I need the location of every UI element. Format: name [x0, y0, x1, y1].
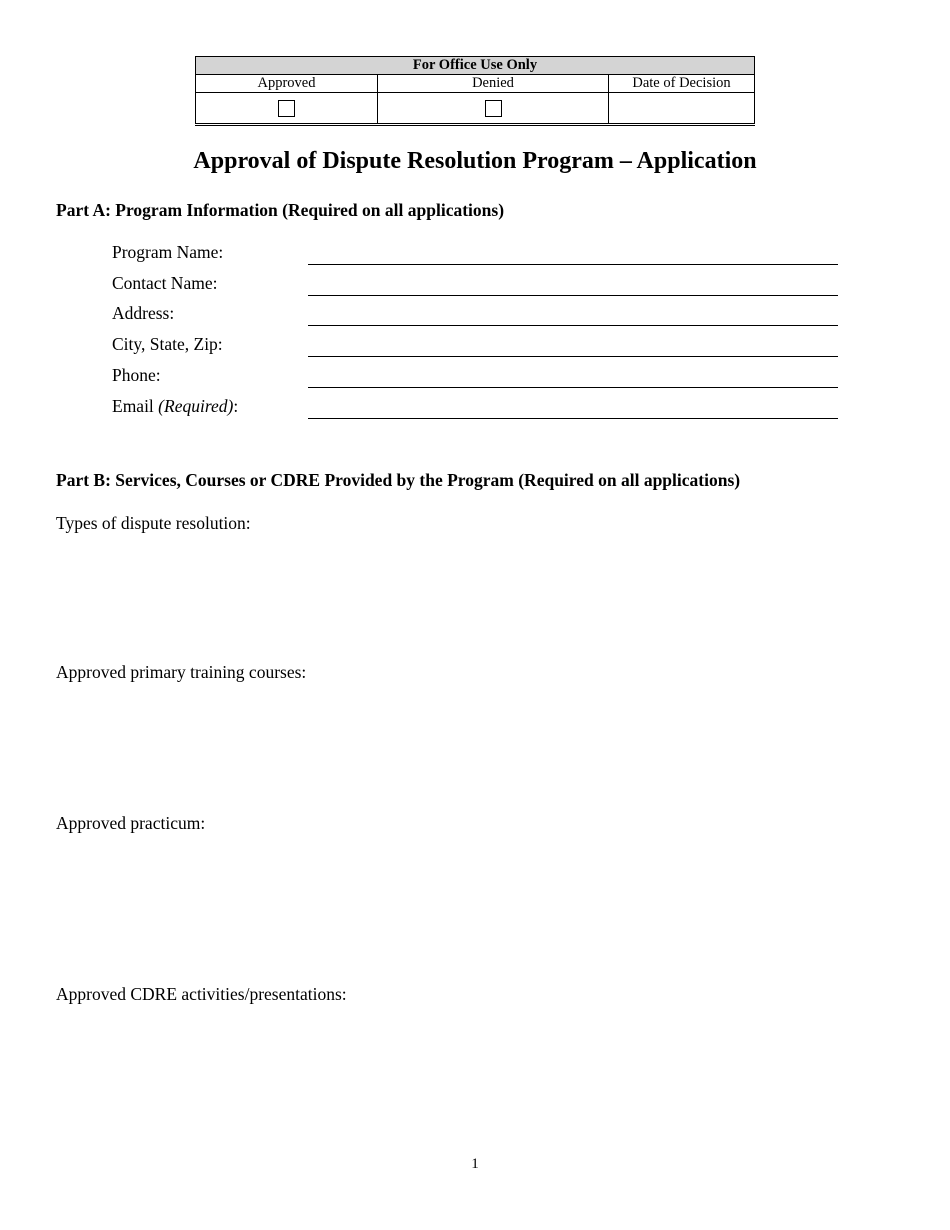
email-row [112, 396, 838, 420]
city-state-zip-input[interactable] [308, 334, 838, 357]
part-a-heading: Part A: Program Information (Required on all applications) [56, 200, 505, 220]
program-name-label: Program Name: [112, 242, 224, 262]
email-label-prefix: Email [112, 396, 159, 416]
office-use-header: For Office Use Only [196, 57, 755, 75]
program-name-input[interactable] [308, 242, 838, 265]
address-input[interactable] [308, 303, 838, 326]
address-row [112, 303, 838, 327]
contact-name-input[interactable] [308, 273, 838, 296]
approved-checkbox[interactable] [278, 100, 295, 117]
types-of-dispute-resolution-label: Types of dispute resolution: [56, 513, 251, 533]
page-number: 1 [471, 1156, 479, 1172]
part-b-heading: Part B: Services, Courses or CDRE Provided by the Program (Required on all applications) [56, 470, 741, 490]
email-input[interactable] [308, 396, 838, 419]
page-title: Approval of Dispute Resolution Program – Application [193, 148, 757, 174]
approved-primary-training-courses-label: Approved primary training courses: [56, 662, 307, 682]
program-name-row [112, 242, 838, 266]
email-required-note: (Required) [158, 396, 234, 416]
contact-name-label: Contact Name: [112, 273, 218, 293]
phone-label: Phone: [112, 365, 161, 385]
denied-checkbox[interactable] [485, 100, 502, 117]
approved-cell [196, 93, 378, 125]
city-state-zip-row [112, 334, 838, 358]
denied-cell [378, 93, 609, 125]
date-of-decision-column-label: Date of Decision [609, 75, 755, 93]
address-label: Address: [112, 303, 175, 323]
approved-primary-training-courses-area[interactable] [56, 688, 838, 810]
types-of-dispute-resolution-area[interactable] [56, 538, 838, 658]
approved-practicum-label: Approved practicum: [56, 813, 206, 833]
approved-cdre-activities-area[interactable] [56, 1010, 838, 1140]
approved-column-label: Approved [196, 75, 378, 93]
approved-cdre-activities-label: Approved CDRE activities/presentations: [56, 984, 347, 1004]
denied-column-label: Denied [378, 75, 609, 93]
email-label-suffix: : [233, 396, 239, 416]
approved-practicum-area[interactable] [56, 838, 838, 983]
city-state-zip-label: City, State, Zip: [112, 334, 223, 354]
email-label [112, 396, 238, 417]
office-use-table [195, 56, 755, 126]
phone-row [112, 365, 838, 389]
contact-name-row [112, 273, 838, 297]
phone-input[interactable] [308, 365, 838, 388]
date-of-decision-cell[interactable] [609, 93, 755, 125]
